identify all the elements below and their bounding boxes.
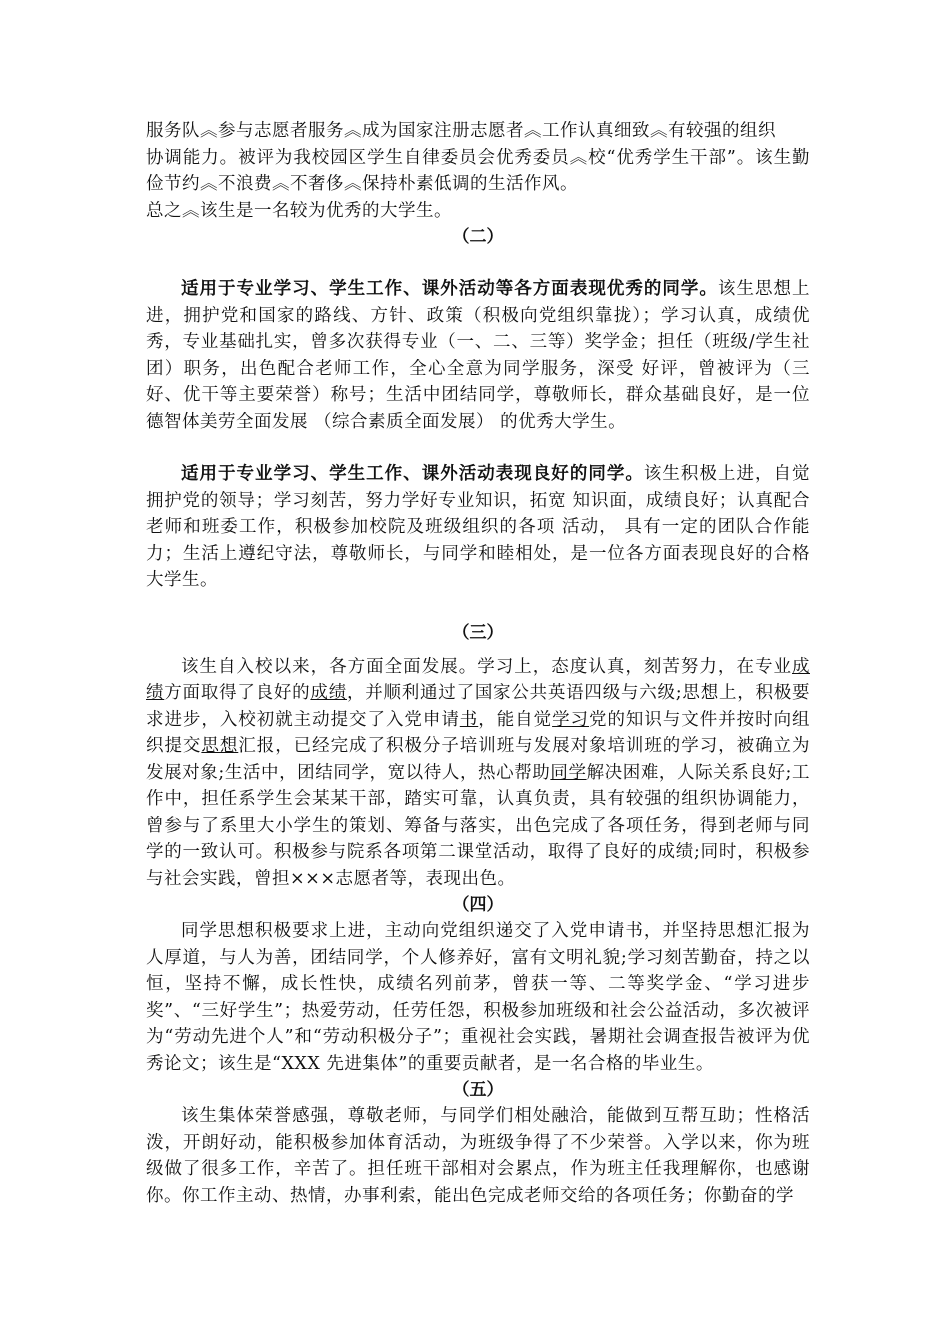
text-run: ，能自觉 xyxy=(478,709,553,730)
section1-line2: 协调能力。被评为我校园区学生自律委员会优秀委员︽校“优秀学生干部”。该生勤俭节约︽不浪费︽不奢侈︽保持朴素低调的生活作风。 xyxy=(146,147,810,194)
section3-paragraph xyxy=(146,654,810,893)
text-run: 党的知识与文件并按时向组织提交 xyxy=(146,709,811,756)
text-run: 解决困难，人际关系良好;工作中，担任系学生会某某干部，踏实可靠，认真负责，具有较强的组织协调能力，曾参与了系里大小学生的策划、筹备与落实，出色完成了各项任务，得到老师与同学的一致认可。积极参与院系各项第二课堂活动，取得了良好的成绩;同时，积极参与社会实践，曾担×××志愿者等，表现出色。 xyxy=(146,762,811,889)
text-run: 该生自入校以来，各方面全面发展。学习上，态度认真，刻苦努力，在专业 xyxy=(181,656,792,677)
paragraph1-lead: 适用于专业学习、学生工作、课外活动等各方面表现优秀的同学。 xyxy=(181,279,718,299)
section5-paragraph: 该生集体荣誉感强，尊敬老师，与同学们相处融洽，能做到互帮互助；性格活泼，开朗好动，能积极参加体育活动，为班级争得了不少荣誉。入学以来，你为班级做了很多工作，辛苦了。担任班干部相对会累点，作为班主任我理解你，也感谢你。你工作主动、热情，办事利索，能出色完成老师交给的各项任务；你勤奋的学 xyxy=(146,1106,810,1206)
underlined-link[interactable]: 成绩 xyxy=(310,683,347,703)
underlined-link[interactable]: 成绩 xyxy=(146,656,810,703)
paragraph2-lead: 适用于专业学习、学生工作、课外活动表现良好的同学。 xyxy=(181,464,644,484)
section3-heading: （三） xyxy=(452,622,504,643)
section5-heading: （五） xyxy=(452,1080,504,1100)
section1-line3: 总之︽该生是一名较为优秀的大学生。 xyxy=(146,200,452,221)
document-page xyxy=(146,118,810,1209)
text-run: ，并顺利通过了国家公共英语四级与六级;思想上，积极要求进步，入校初就主动提交了入党申请 xyxy=(146,683,811,730)
text-run: 方面取得了良好的 xyxy=(164,683,311,703)
underlined-link[interactable]: 书 xyxy=(459,709,479,730)
text-run: 汇报，已经完成了积极分子培训班与发展对象培训班的学习，被确立为发展对象;生活中，团结同学，宽以待人，热心帮助 xyxy=(146,736,811,783)
paragraph1-body: 该生思想上进，拥护党和国家的路线、方针、政策（积极向党组织靠拢）；学习认真，成绩优秀，专业基础扎实，曾多次获得专业（一、二、三等）奖学金；担任（班级/学生社团）职务，出色配合老师工作，全心全意为同学服务，深受 好评，曾被评为（三好、优干等主要荣誉）称号；生活中团结同学，尊敬师长，群众基础良好，是一位德智体美劳全面发展 （综合素质全面发展） 的优秀大学生。 xyxy=(146,279,810,432)
section2-paragraph2 xyxy=(146,461,810,594)
underlined-link[interactable]: 学习 xyxy=(552,709,590,730)
section2-heading: （二） xyxy=(452,227,504,247)
underlined-link[interactable]: 同学 xyxy=(550,762,587,783)
section2-paragraph1 xyxy=(146,276,810,435)
section1-line1: 服务队︽参与志愿者服务︽成为国家注册志愿者︽工作认真细致︽有较强的组织 xyxy=(146,121,776,141)
section4-paragraph: 同学思想积极要求上进，主动向党组织递交了入党申请书，并坚持思想汇报为人厚道，与人为善，团结同学，个人修养好，富有文明礼貌;学习刻苦勤奋，持之以恒，坚持不懈，成长性快，成绩名列前茅，曾获一等、二等奖学金、“学习进步奖”、“三好学生”；热爱劳动，任劳任怨，积极参加班级和社会公益活动，多次被评为“劳动先进个人”和“劳动积极分子”；重视社会实践，暑期社会调查报告被评为优秀论文；该生是“XXX 先进集体”的重要贡献者，是一名合格的毕业生。 xyxy=(146,921,810,1074)
section4-heading: （四） xyxy=(452,895,504,915)
paragraph2-body: 该生积极上进，自觉拥护党的领导；学习刻苦，努力学好专业知识，拓宽 知识面，成绩良好；认真配合老师和班委工作，积极参加校院及班级组织的各项 活动， 具有一定的团队合作能力；生活上遵纪守法，尊敬师长，与同学和睦相处，是一位各方面表现良好的合格大学生。 xyxy=(146,464,811,590)
underlined-link[interactable]: 思想 xyxy=(201,736,239,756)
